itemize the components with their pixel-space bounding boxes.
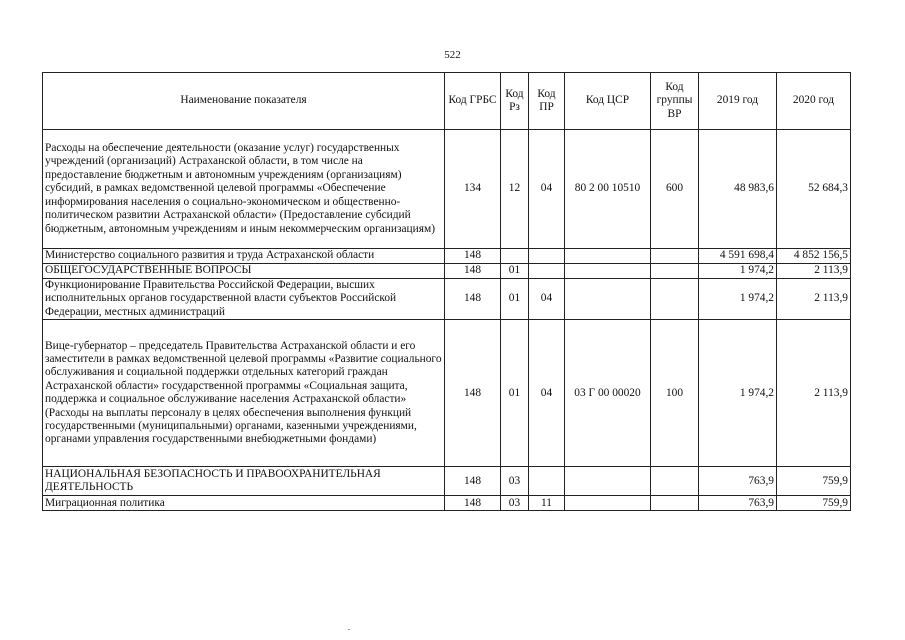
cell-name: Министерство социального развития и труда Астраханской области	[43, 249, 445, 264]
header-csr: Код ЦСР	[565, 73, 651, 130]
cell-2019: 48 983,6	[699, 130, 777, 249]
table-row	[43, 320, 851, 467]
cell-vr	[651, 264, 699, 279]
table-row	[43, 130, 851, 249]
cell-rz: 03	[501, 467, 529, 496]
cell-csr	[565, 264, 651, 279]
cell-pr	[529, 264, 565, 279]
cell-2019: 1 974,2	[699, 264, 777, 279]
cell-grbs: 148	[445, 467, 501, 496]
cell-csr: 03 Г 00 00020	[565, 320, 651, 467]
cell-2020: 2 113,9	[777, 320, 851, 467]
table-row	[43, 496, 851, 511]
header-2020: 2020 год	[777, 73, 851, 130]
cell-name: ОБЩЕГОСУДАРСТВЕННЫЕ ВОПРОСЫ	[43, 264, 445, 279]
page-number: 522	[444, 49, 461, 61]
cell-2020: 759,9	[777, 496, 851, 511]
cell-rz: 12	[501, 130, 529, 249]
cell-rz: 01	[501, 320, 529, 467]
cell-vr: 100	[651, 320, 699, 467]
cell-2020: 2 113,9	[777, 264, 851, 279]
cell-vr	[651, 496, 699, 511]
header-grbs: Код ГРБС	[445, 73, 501, 130]
cell-2019: 763,9	[699, 496, 777, 511]
cell-2019: 1 974,2	[699, 279, 777, 320]
cell-name: Расходы на обеспечение деятельности (оказание услуг) государственных учреждений (организаций) Астраханской области, в том числе на предоставление бюджетным и автономным учреждениям (организациям) субсидий, в рамках ведомственной целевой программы «Обеспечение информирования населения о социально-экономическом и общественно-политическом развитии Астраханской области» (Предоставление субсидий бюджетным, автономным учреждениям и иным некоммерческим организациям)	[43, 130, 445, 249]
table-row	[43, 467, 851, 496]
cell-csr	[565, 279, 651, 320]
cell-2020: 4 852 156,5	[777, 249, 851, 264]
header-rz: Код Рз	[501, 73, 529, 130]
table-row	[43, 279, 851, 320]
header-name: Наименование показателя	[43, 73, 445, 130]
cell-pr: 04	[529, 130, 565, 249]
cell-vr: 600	[651, 130, 699, 249]
cell-name: Функционирование Правительства Российской Федерации, высших исполнительных органов государственной власти субъектов Российской Федерации, местных администраций	[43, 279, 445, 320]
cell-grbs: 134	[445, 130, 501, 249]
cell-rz: 03	[501, 496, 529, 511]
cell-grbs: 148	[445, 320, 501, 467]
cell-pr: 04	[529, 279, 565, 320]
cell-pr	[529, 249, 565, 264]
cell-vr	[651, 467, 699, 496]
cell-2020: 52 684,3	[777, 130, 851, 249]
header-vr: Код группы ВР	[651, 73, 699, 130]
header-pr: Код ПР	[529, 73, 565, 130]
cell-2019: 763,9	[699, 467, 777, 496]
cell-name: Вице-губернатор – председатель Правительства Астраханской области и его заместители в рамках ведомственной целевой программы «Развитие социального обслуживания и социальной поддержки отдельных категорий граждан Астраханской области» государственной программы «Социальная защита, поддержка и социальное обслуживание населения Астраханской области» (Расходы на выплаты персоналу в целях обеспечения выполнения функций государственными (муниципальными) органами, казенными учреждениями, органами управления государственными внебюджетными фондами)	[43, 320, 445, 467]
cell-name: Миграционная политика	[43, 496, 445, 511]
cell-vr	[651, 279, 699, 320]
table-row	[43, 249, 851, 264]
table-header-row	[43, 73, 851, 130]
cell-grbs: 148	[445, 264, 501, 279]
cell-2020: 759,9	[777, 467, 851, 496]
cell-csr: 80 2 00 10510	[565, 130, 651, 249]
cell-vr	[651, 249, 699, 264]
cell-grbs: 148	[445, 279, 501, 320]
cell-name: НАЦИОНАЛЬНАЯ БЕЗОПАСНОСТЬ И ПРАВООХРАНИТЕЛЬНАЯ ДЕЯТЕЛЬНОСТЬ	[43, 467, 445, 496]
table-row	[43, 264, 851, 279]
scan-speck	[348, 629, 350, 630]
budget-table	[42, 72, 851, 511]
cell-csr	[565, 467, 651, 496]
cell-rz: 01	[501, 279, 529, 320]
cell-2019: 1 974,2	[699, 320, 777, 467]
header-2019: 2019 год	[699, 73, 777, 130]
cell-csr	[565, 249, 651, 264]
cell-pr: 11	[529, 496, 565, 511]
cell-grbs: 148	[445, 249, 501, 264]
cell-csr	[565, 496, 651, 511]
cell-2019: 4 591 698,4	[699, 249, 777, 264]
cell-grbs: 148	[445, 496, 501, 511]
cell-pr: 04	[529, 320, 565, 467]
cell-2020: 2 113,9	[777, 279, 851, 320]
cell-rz: 01	[501, 264, 529, 279]
cell-rz	[501, 249, 529, 264]
cell-pr	[529, 467, 565, 496]
